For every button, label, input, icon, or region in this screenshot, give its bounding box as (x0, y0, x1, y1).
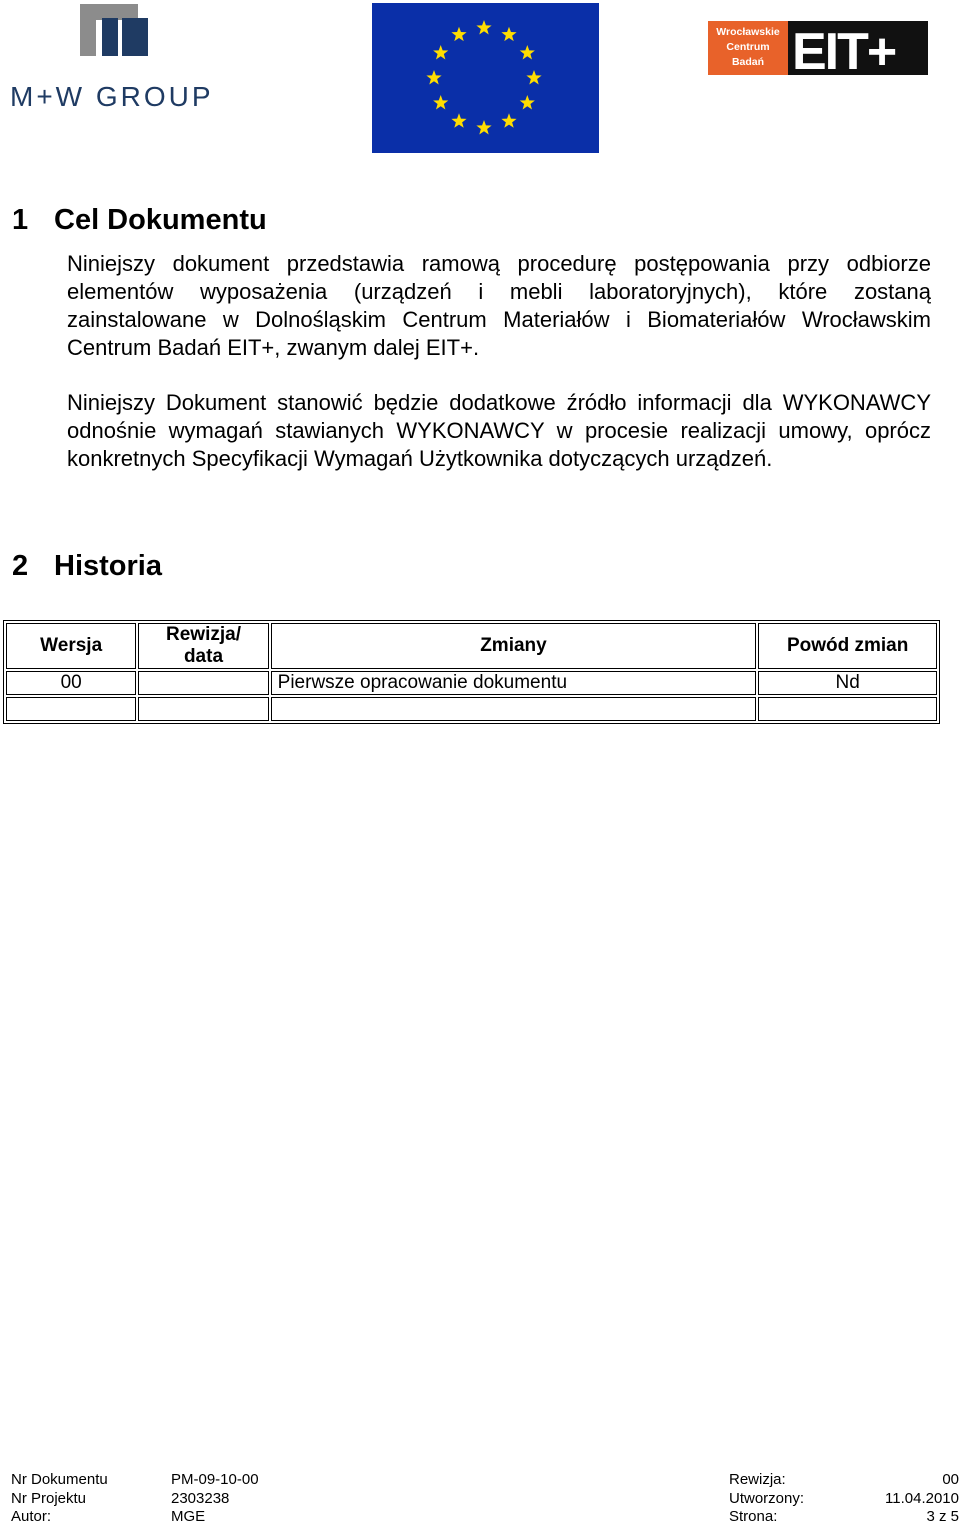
footer-value-page: 3 z 5 (926, 1508, 959, 1525)
section-2-title: Historia (54, 550, 162, 582)
history-header-changes: Zmiany (271, 623, 757, 669)
eit-logo-line-3: Badań (731, 56, 765, 68)
history-cell-version (6, 697, 136, 721)
section-1-number: 1 (12, 204, 29, 236)
history-table (3, 620, 940, 724)
history-header-version: Wersja (6, 623, 136, 669)
history-cell-changes (271, 697, 757, 721)
footer-label-revision: Rewizja: (729, 1471, 786, 1488)
footer-label-project-number: Nr Projektu (11, 1489, 87, 1507)
footer-value-project-number: 2303238 (171, 1489, 230, 1507)
footer-value-author: MGE (171, 1508, 206, 1525)
history-cell-changes: Pierwsze opracowanie dokumentu (271, 671, 757, 695)
footer-value-document-number: PM-09-10-00 (171, 1471, 259, 1488)
eit-plus-logo (708, 21, 948, 79)
history-cell-revision (138, 697, 268, 721)
history-header-revision: Rewizja/ data (138, 623, 268, 669)
history-header-reason: Powód zmian (758, 623, 937, 669)
table-row (6, 671, 937, 695)
footer-label-author: Autor: (11, 1508, 52, 1525)
footer-label-document-number: Nr Dokumentu (11, 1471, 108, 1488)
section-2-heading (12, 550, 162, 582)
footer-label-page: Strona: (729, 1508, 778, 1525)
table-row (6, 697, 937, 721)
eit-logo-line-1: Wrocławskie (716, 26, 780, 38)
footer-value-revision: 00 (942, 1471, 959, 1488)
history-cell-reason: Nd (758, 671, 937, 695)
mw-logo-text: M+W GROUP (10, 81, 214, 112)
section-1-paragraph-1: Niniejszy dokument przedstawia ramową procedurę postępowania przy odbiorze elementów wyposażenia (urządzeń i mebli laboratoryjnych), które zostaną zainstalowane w Dolnośląskim Centrum Materiałów i Biomateriałów Wrocławskim Centrum Badań EIT+, zwanym dalej EIT+. (67, 251, 931, 360)
eit-logo-mark: EIT+ (792, 23, 896, 79)
eu-flag-logo (372, 3, 599, 153)
footer-value-created: 11.04.2010 (885, 1489, 959, 1507)
history-cell-reason (758, 697, 937, 721)
page-footer (11, 1471, 959, 1527)
footer-label-created: Utworzony: (729, 1489, 805, 1507)
mw-group-logo (10, 4, 222, 112)
section-1-heading (12, 204, 267, 236)
eit-logo-line-2: Centrum (726, 41, 770, 53)
history-cell-revision (138, 671, 268, 695)
history-header-row (6, 623, 937, 669)
footer-row (11, 1471, 959, 1490)
section-2-number: 2 (12, 550, 29, 582)
section-1-title: Cel Dokumentu (54, 204, 267, 236)
footer-row (11, 1508, 959, 1527)
history-cell-version: 00 (6, 671, 136, 695)
section-1-paragraph-2: Niniejszy Dokument stanowić będzie dodatkowe źródło informacji dla WYKONAWCY odnośnie wymagań stawianych WYKONAWCY w procesie realizacji umowy, oprócz konkretnych Specyfikacji Wymagań Użytkownika dotyczących urządzeń. (67, 390, 931, 471)
footer-row (11, 1490, 959, 1509)
